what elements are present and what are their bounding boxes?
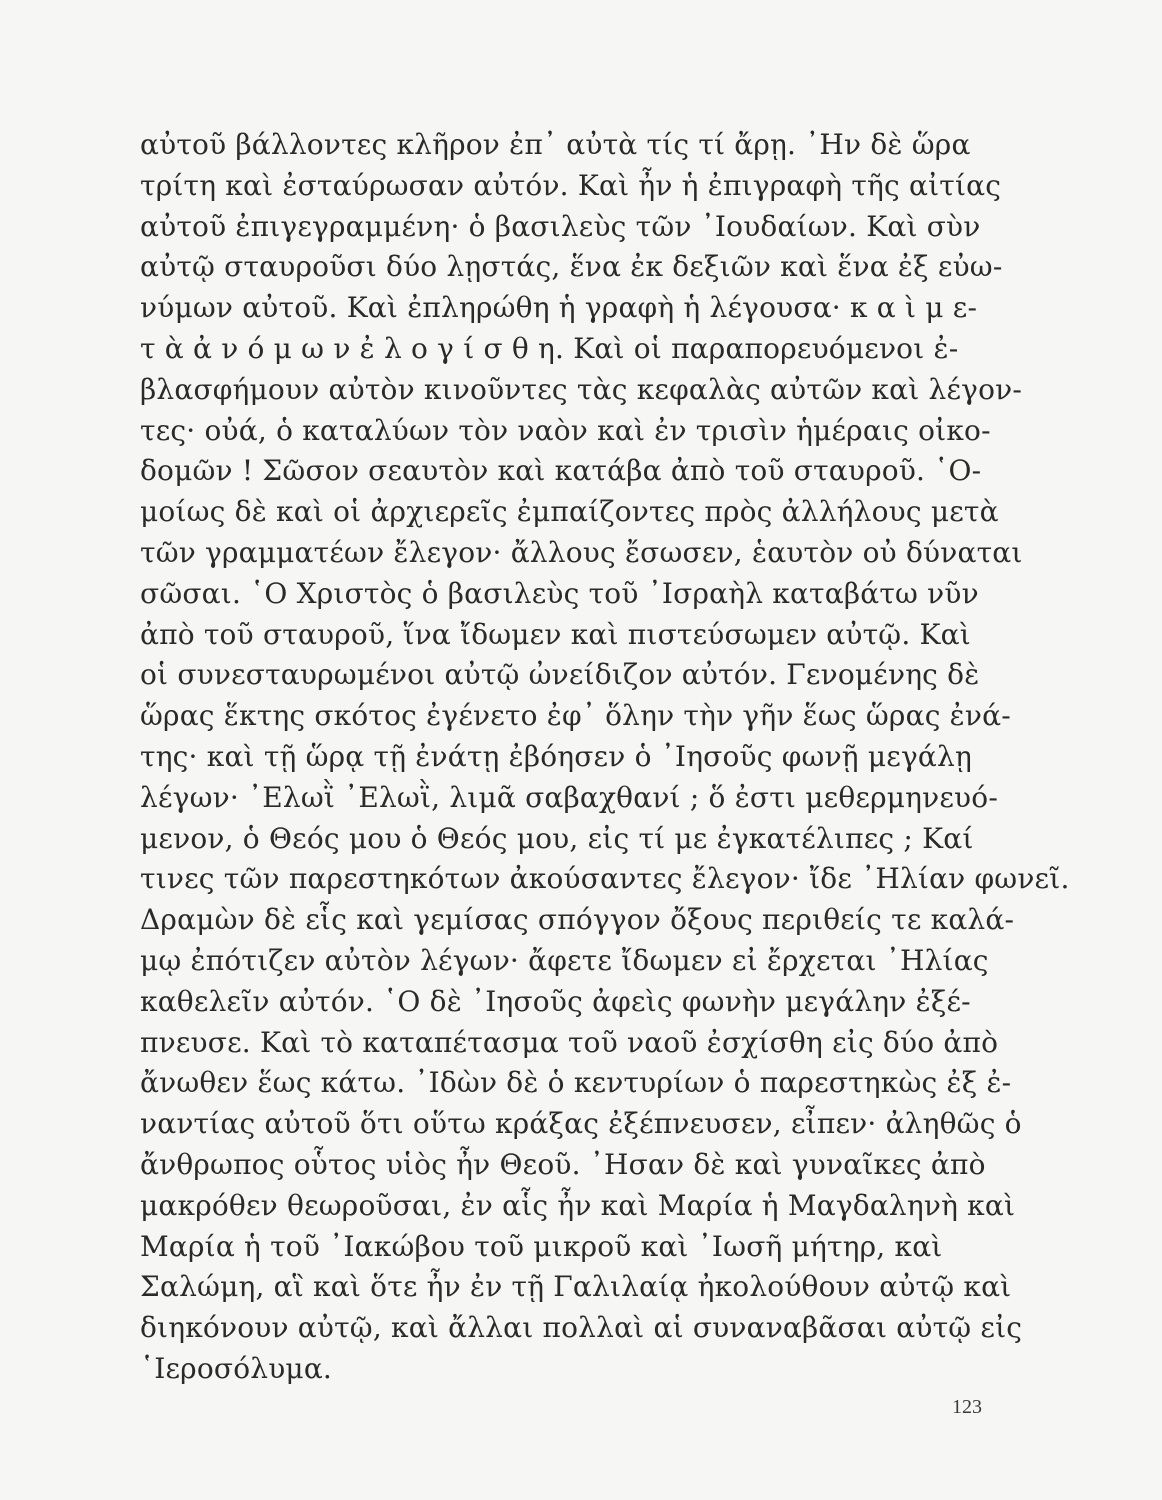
text-line: οἱ συνεσταυρωμένοι αὐτῷ ὠνείδιζον αὐτόν. Γενομένης δὲ (140, 658, 980, 692)
page-number: 123 (952, 1396, 982, 1418)
text-line: βλασφήμουν αὐτὸν κινοῦντες τὰς κεφαλὰς αὐτῶν καὶ λέγον- (140, 372, 1023, 406)
text-line: σῶσαι. ῾Ο Χριστὸς ὁ βασιλεὺς τοῦ ᾿Ισραὴλ καταβάτω νῦν (140, 576, 979, 610)
text-line: νύμων αὐτοῦ. Καὶ ἐπληρώθη ἡ γραφὴ ἡ λέγουσα· κ α ὶ μ ε- (140, 291, 978, 325)
text-line: πνευσε. Καὶ τὸ καταπέτασμα τοῦ ναοῦ ἐσχίσθη εἰς δύο ἀπὸ (140, 1025, 999, 1059)
text-line: Δραμὼν δὲ εἷς καὶ γεμίσας σπόγγον ὄξους περιθείς τε καλά- (140, 903, 1015, 937)
text-line: τρίτη καὶ ἐσταύρωσαν αὐτόν. Καὶ ἦν ἡ ἐπιγραφὴ τῆς αἰτίας (140, 168, 1002, 202)
text-line: μῳ ἐπότιζεν αὐτὸν λέγων· ἄφετε ἴδωμεν εἰ ἔρχεται ᾿Ηλίας (140, 943, 989, 977)
text-line: ὥρας ἕκτης σκότος ἐγένετο ἐφ᾽ ὅλην τὴν γῆν ἕως ὥρας ἐνά- (140, 699, 1011, 733)
text-line: αὐτοῦ ἐπιγεγραμμένη· ὁ βασιλεὺς τῶν ᾿Ιουδαίων. Καὶ σὺν (140, 209, 981, 243)
text-line: διηκόνουν αὐτῷ, καὶ ἄλλαι πολλαὶ αἱ συναναβᾶσαι αὐτῷ εἰς (140, 1311, 1023, 1345)
text-line: μακρόθεν θεωροῦσαι, ἐν αἷς ἦν καὶ Μαρία ἡ Μαγδαληνὴ καὶ (140, 1188, 1016, 1222)
text-line: ἀπὸ τοῦ σταυροῦ, ἵνα ἴδωμεν καὶ πιστεύσωμεν αὐτῷ. Καὶ (140, 617, 971, 651)
text-line: ἄνωθεν ἕως κάτω. ᾿Ιδὼν δὲ ὁ κεντυρίων ὁ παρεστηκὼς ἐξ ἐ- (140, 1066, 1012, 1100)
text-line: καθελεῖν αὐτόν. ῾Ο δὲ ᾿Ιησοῦς ἀφεὶς φωνὴν μεγάλην ἐξέ- (140, 984, 971, 1018)
text-line: τ ὰ ἀ ν ό μ ω ν ἐ λ ο γ ί σ θ η. Καὶ οἱ παραπορευόμενοι ἐ- (140, 331, 959, 365)
text-line: μοίως δὲ καὶ οἱ ἀρχιερεῖς ἐμπαίζοντες πρὸς ἀλλήλους μετὰ (140, 495, 999, 529)
text-line: ναντίας αὐτοῦ ὅτι οὕτω κράξας ἐξέπνευσεν, εἶπεν· ἀληθῶς ὁ (140, 1107, 1022, 1141)
text-line: τινες τῶν παρεστηκότων ἀκούσαντες ἔλεγον· ἴδε ᾿Ηλίαν φωνεῖ. (140, 862, 1070, 896)
text-line: αὐτοῦ βάλλοντες κλῆρον ἐπ᾽ αὐτὰ τίς τί ἄρῃ. ᾿Ην δὲ ὥρα (140, 128, 971, 161)
text-line: λέγων· ᾿Ελωῒ ᾿Ελωῒ, λιμᾶ σαβαχθανί ; ὅ ἐστι μεθερμηνευό- (140, 780, 998, 814)
text-line: αὐτῷ σταυροῦσι δύο λῃστάς, ἕνα ἐκ δεξιῶν καὶ ἕνα ἐξ εὐω- (140, 250, 1003, 284)
text-line: Σαλώμη, αἳ καὶ ὅτε ἦν ἐν τῇ Γαλιλαίᾳ ἠκολούθουν αὐτῷ καὶ (140, 1270, 1012, 1304)
text-line: δομῶν ! Σῶσον σεαυτὸν καὶ κατάβα ἀπὸ τοῦ σταυροῦ. ῾Ο- (140, 454, 982, 488)
text-line: μενον, ὁ Θεός μου ὁ Θεός μου, εἰς τί με ἐγκατέλιπες ; Καί (140, 821, 974, 855)
text-line: ἄνθρωπος οὗτος υἱὸς ἦν Θεοῦ. ᾿Ησαν δὲ καὶ γυναῖκες ἀπὸ (140, 1147, 986, 1181)
text-line: της· καὶ τῇ ὥρᾳ τῇ ἐνάτῃ ἐβόησεν ὁ ᾿Ιησοῦς φωνῇ μεγάλῃ (140, 739, 972, 773)
text-line: ῾Ιεροσόλυμα. (140, 1351, 333, 1385)
body-text (140, 125, 1070, 1390)
text-line: Μαρία ἡ τοῦ ᾿Ιακώβου τοῦ μικροῦ καὶ ᾿Ιωσῆ μήτηρ, καὶ (140, 1229, 943, 1263)
text-line: τες· οὐά, ὁ καταλύων τὸν ναὸν καὶ ἐν τρισὶν ἡμέραις οἰκο- (140, 413, 991, 447)
text-line: τῶν γραμματέων ἔλεγον· ἄλλους ἔσωσεν, ἑαυτὸν οὐ δύναται (140, 535, 1023, 569)
